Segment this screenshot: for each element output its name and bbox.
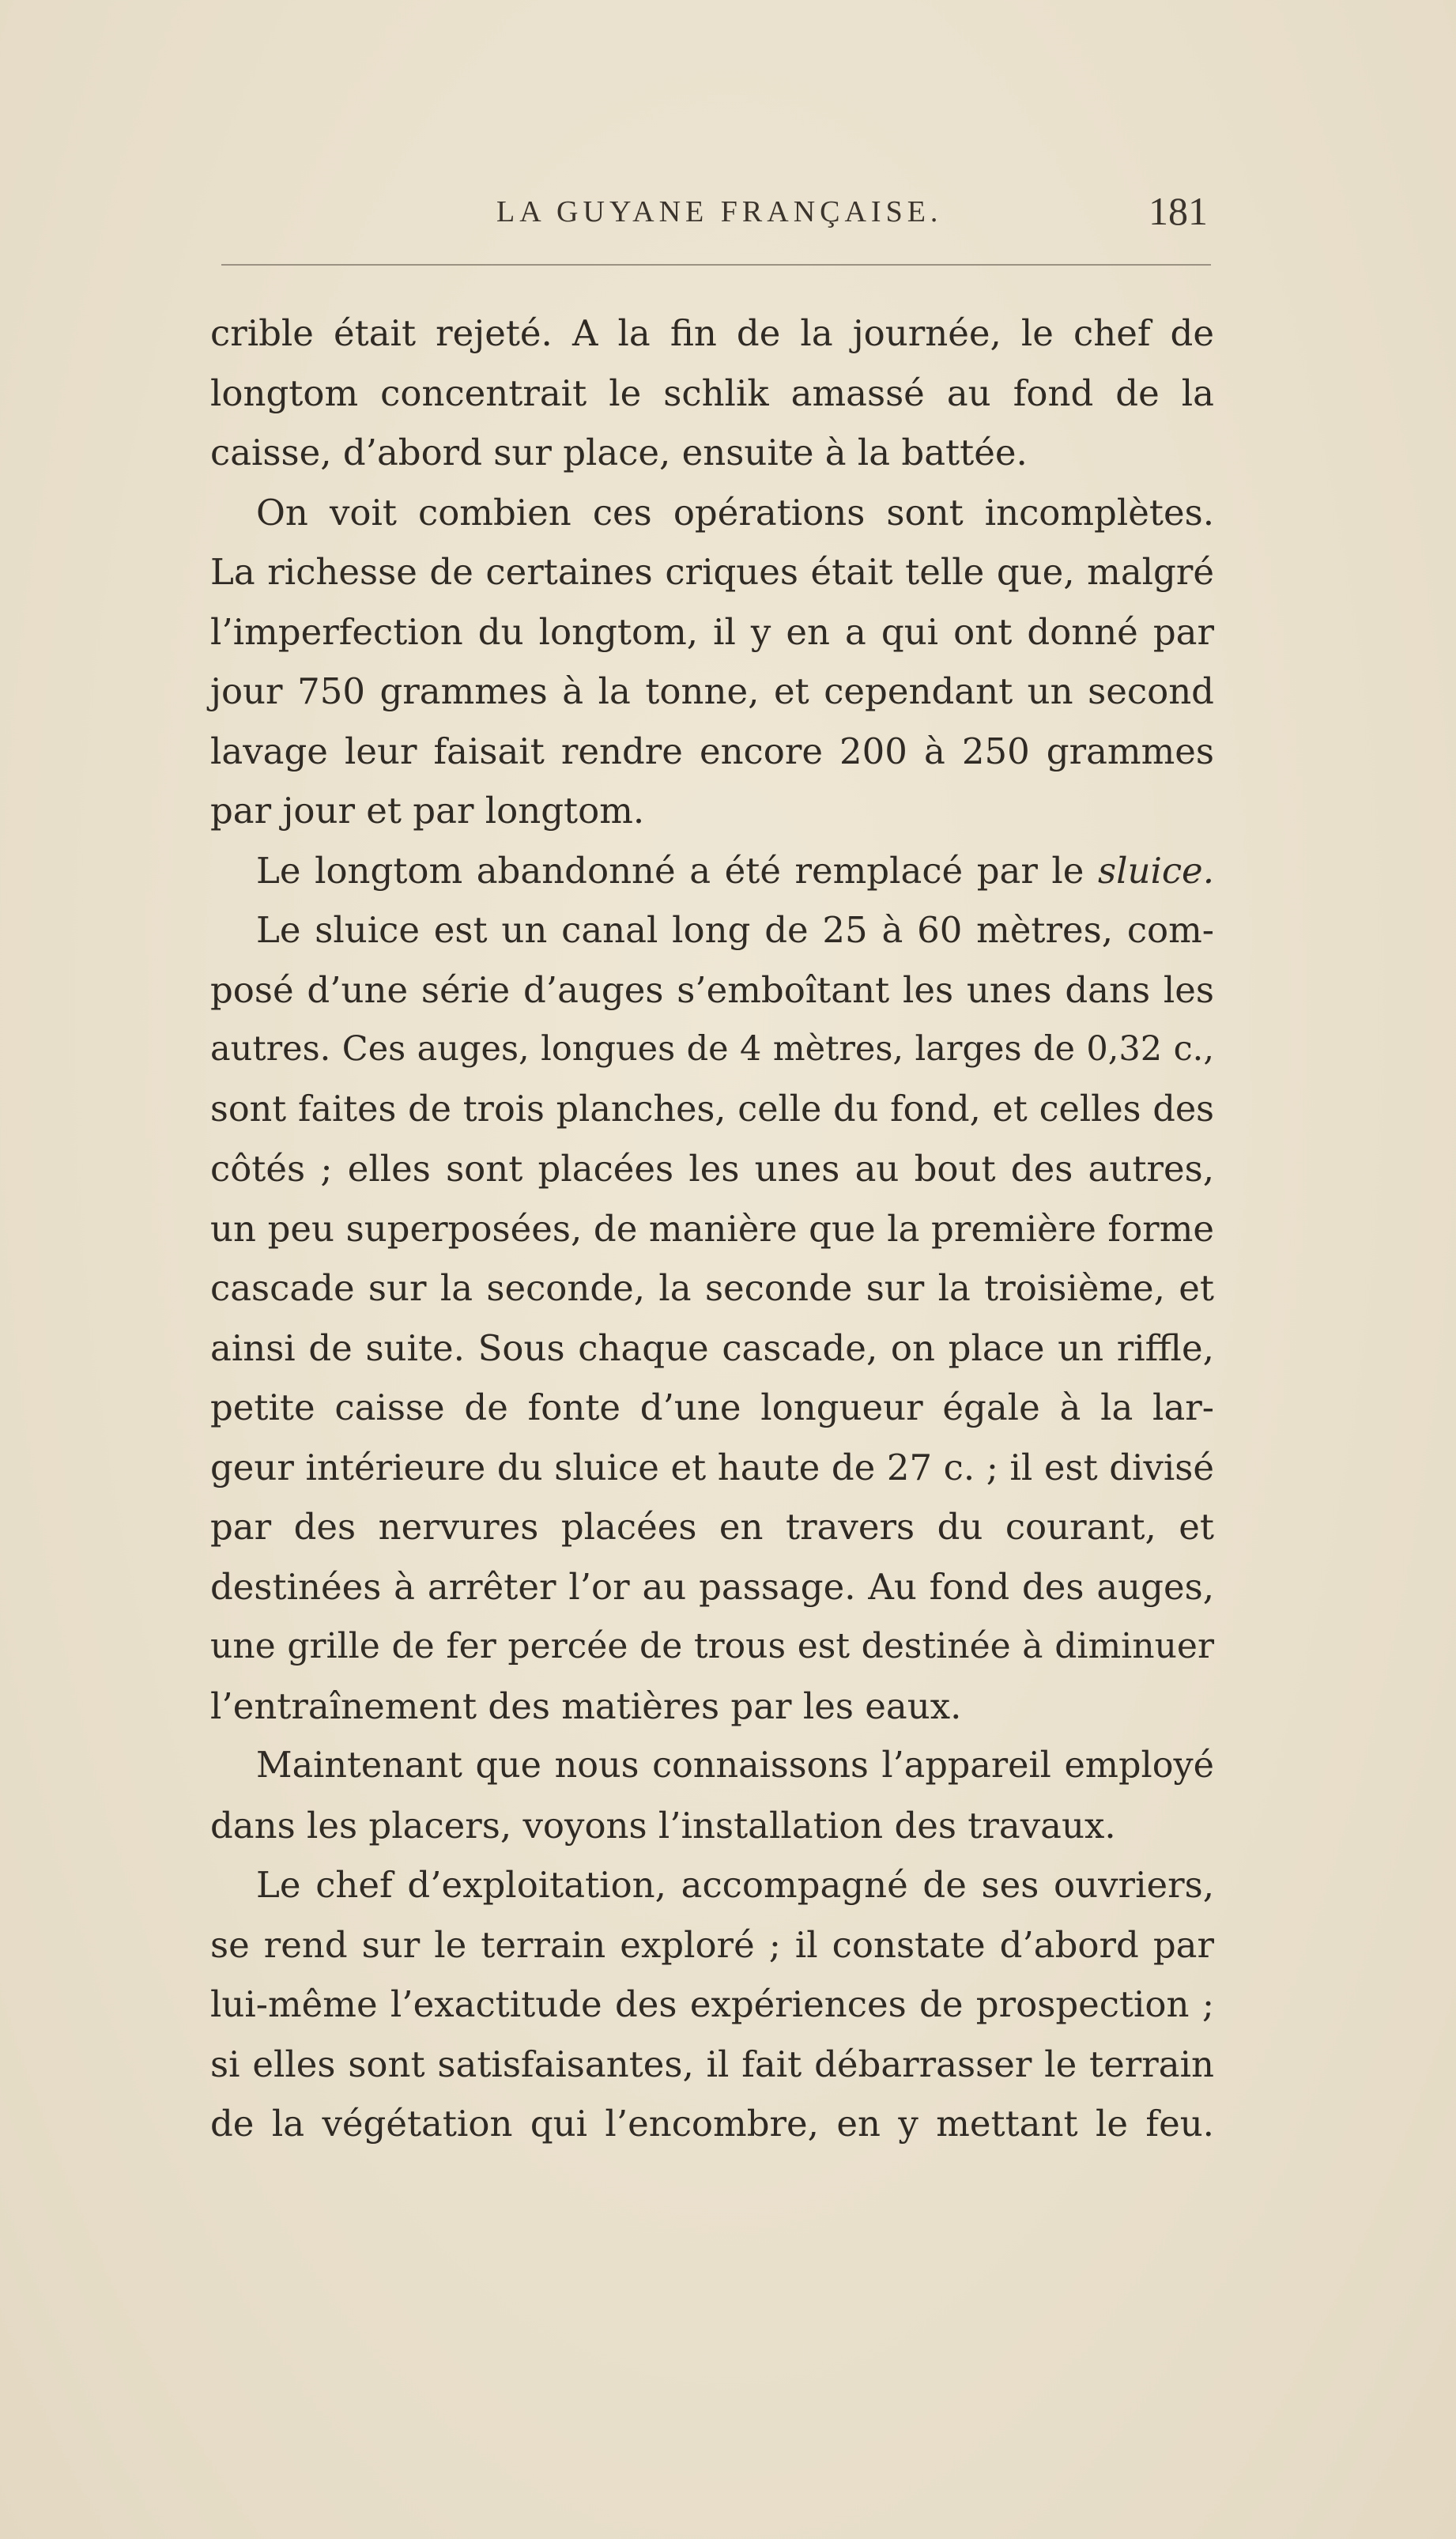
text-line-content: sont faites de trois planches, celle du fond, et celles des xyxy=(210,1088,1214,1130)
text-line xyxy=(210,1677,1214,1737)
text-line xyxy=(210,1855,1214,1915)
text-line-content: Le sluice est un canal long de 25 à 60 mètres, com- xyxy=(256,909,1214,951)
text-line-content: une grille de fer percée de trous est destinée à diminuer xyxy=(210,1626,1214,1666)
text-line-content: côtés ; elles sont placées les unes au bout des autres, xyxy=(210,1148,1214,1190)
text-line xyxy=(210,900,1214,960)
text-line xyxy=(210,364,1214,424)
body-text xyxy=(210,304,1214,2154)
text-line xyxy=(210,1319,1214,1379)
text-line xyxy=(210,1915,1214,1975)
text-line-content: dans les placers, voyons l’installation des travaux. xyxy=(210,1804,1116,1847)
text-line xyxy=(210,1617,1214,1677)
text-line xyxy=(210,1139,1214,1199)
text-line-content: lui-même l’exactitude des expériences de prospection ; xyxy=(210,1983,1214,2025)
text-line-content: Maintenant que nous connaissons l’appareil employé xyxy=(256,1745,1214,1786)
text-line-content: destinées à arrêter l’or au passage. Au fond des auges, xyxy=(210,1565,1214,1608)
text-line-content: jour 750 grammes à la tonne, et cependant un second xyxy=(210,670,1214,712)
italic-term: sluice. xyxy=(1098,849,1214,892)
text-line xyxy=(210,1438,1214,1498)
text-line xyxy=(210,1975,1214,2035)
text-line-content: posé d’une série d’auges s’emboîtant les unes dans les xyxy=(210,968,1214,1011)
text-line xyxy=(210,2094,1214,2154)
text-line xyxy=(210,722,1214,782)
text-line xyxy=(210,662,1214,722)
text-line xyxy=(210,2035,1214,2095)
text-line xyxy=(210,1796,1214,1856)
header-rule xyxy=(221,264,1211,266)
text-line xyxy=(210,960,1214,1021)
text-line-content: par des nervures placées en travers du courant, et xyxy=(210,1506,1214,1548)
text-line xyxy=(210,483,1214,543)
running-title: LA GUYANE FRANÇAISE. xyxy=(496,195,943,228)
text-line-content: La richesse de certaines criques était telle que, malgré xyxy=(210,551,1214,593)
text-line-content: l’imperfection du longtom, il y en a qui ont donné par xyxy=(210,610,1214,653)
text-line-content: si elles sont satisfaisantes, il fait débarrasser le terrain xyxy=(210,2043,1214,2085)
text-line-content: de la végétation qui l’encombre, en y mettant le feu. xyxy=(210,2103,1214,2145)
text-line-content: Le chef d’exploitation, accompagné de ses ouvriers, xyxy=(256,1864,1214,1906)
text-line-content: Le longtom abandonné a été remplacé par le xyxy=(256,849,1098,892)
text-line-content: geur intérieure du sluice et haute de 27 c. ; il est divisé xyxy=(210,1446,1214,1488)
text-line-content: se rend sur le terrain exploré ; il constate d’abord par xyxy=(210,1923,1214,1966)
text-line-content: ainsi de suite. Sous chaque cascade, on place un riffle, xyxy=(210,1326,1214,1369)
text-line-content: crible était rejeté. A la fin de la journée, le chef de xyxy=(210,312,1214,354)
text-line-content: lavage leur faisait rendre encore 200 à 250 grammes xyxy=(210,730,1214,772)
text-line xyxy=(210,1258,1214,1319)
text-line xyxy=(210,1378,1214,1438)
text-line-content: l’entraînement des matières par les eaux. xyxy=(210,1684,962,1727)
text-line-content: caisse, d’abord sur place, ensuite à la battée. xyxy=(210,432,1028,473)
running-head xyxy=(212,188,1208,243)
text-line xyxy=(210,1736,1214,1796)
text-line xyxy=(210,542,1214,602)
text-line-content: un peu superposées, de manière que la première forme xyxy=(210,1207,1214,1250)
text-line-content: On voit combien ces opérations sont incomplètes. xyxy=(256,491,1214,534)
page-number: 181 xyxy=(1149,189,1208,233)
text-line xyxy=(210,1020,1214,1080)
text-line xyxy=(210,1199,1214,1259)
text-line-content: autres. Ces auges, longues de 4 mètres, larges de 0,32 c., xyxy=(210,1029,1214,1069)
text-line xyxy=(210,1557,1214,1617)
text-line-content: petite caisse de fonte d’une longueur égale à la lar- xyxy=(210,1386,1214,1428)
text-line-content: par jour et par longtom. xyxy=(210,790,645,832)
text-line xyxy=(210,841,1214,901)
text-line xyxy=(210,602,1214,662)
text-line xyxy=(210,304,1214,364)
text-line xyxy=(210,1080,1214,1140)
text-line xyxy=(210,1497,1214,1557)
text-line xyxy=(210,423,1214,483)
text-line-content: longtom concentrait le schlik amassé au fond de la xyxy=(210,372,1214,414)
text-line-content: cascade sur la seconde, la seconde sur la troisième, et xyxy=(210,1267,1214,1309)
text-line xyxy=(210,781,1214,841)
